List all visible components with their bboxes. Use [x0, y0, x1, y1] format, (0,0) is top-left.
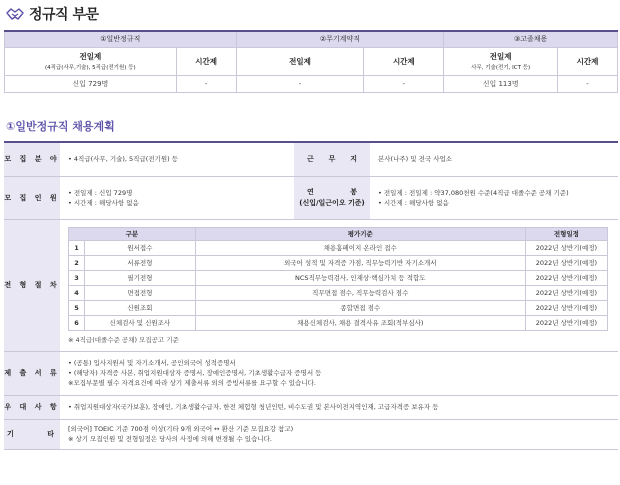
process-header: 구분 — [69, 227, 196, 240]
label-field: 모 집 분 야 — [4, 142, 60, 176]
sub-header: 시간제 — [364, 47, 444, 75]
label-process: 전 형 절 차 — [4, 219, 60, 351]
process-note: ※ 4직급(대졸수준 공채) 모집공고 기준 — [68, 335, 179, 344]
process-cell — [60, 219, 618, 351]
headcount-text: • 전일제 : 신입 729명 • 시간제 : 해당사항 없음 — [60, 176, 294, 219]
location-text: 본사(나주) 및 전국 사업소 — [370, 142, 618, 176]
section-title: ①일반정규직 채용계획 — [6, 120, 115, 133]
label-location: 근 무 지 — [294, 142, 370, 176]
page-header — [6, 4, 99, 24]
summary-value: - — [364, 75, 444, 92]
group-indefinite: ②무기계약직 — [236, 31, 444, 47]
handshake-icon — [6, 6, 24, 22]
label-etc: 기 타 — [4, 419, 60, 449]
sub-header: 시간제 — [558, 47, 618, 75]
table-row: 1 원서접수 채용홈페이지 온라인 접수 2022년 상반기(예정) — [69, 240, 608, 255]
table-row: 3 필기전형 NCS직무능력검사, 인재상·핵심가치 등 적합도 2022년 상반기(예정) — [69, 270, 608, 285]
process-table — [68, 227, 608, 331]
summary-value: 신입 729명 — [5, 75, 177, 92]
summary-value: 신입 113명 — [444, 75, 558, 92]
summary-table — [4, 30, 618, 93]
summary-value: - — [176, 75, 236, 92]
summary-value: - — [236, 75, 364, 92]
label-salary: 연 봉 (신입/일근이오 기준) — [294, 176, 370, 219]
table-row: 5 신원조회 종합면접 점수 2022년 상반기(예정) — [69, 300, 608, 315]
label-documents: 제 출 서 류 — [4, 351, 60, 395]
sub-header: 전일제 사무, 기술(전기, ICT 등) — [444, 47, 558, 75]
process-header: 전형일정 — [525, 227, 607, 240]
table-row: 6 신체검사 및 신원조사 채용신체검사, 채용 결격사유 조회(적부심사) 2022년 상반기(예정) — [69, 315, 608, 330]
process-header: 평가기준 — [195, 227, 525, 240]
sub-header: 전일제 (4직급(사무,기술), 5직급(전기원) 등) — [5, 47, 177, 75]
preference-text: • 취업지원대상자(국가보훈), 장애인, 기초생활수급자, 한전 체험형 청년인턴, 비수도권 및 본사이전지역인재, 고급자격증 보유자 등 — [60, 395, 618, 419]
group-highschool: ③고졸채용 — [444, 31, 618, 47]
label-preference: 우 대 사 항 — [4, 395, 60, 419]
salary-text: • 전일제 : 전일제 : 약37,080천원 수준(4직급 대졸수준 공채 기준) • 시간제 : 해당사항 없음 — [370, 176, 618, 219]
detail-table — [4, 141, 618, 450]
table-row: 2 서류전형 외국어 성적 및 자격증 가점, 직무능력기반 자기소개서 2022년 상반기(예정) — [69, 255, 608, 270]
etc-text: [외국어] TOEIC 기준 700점 이상(기타 9개 외국어 ↔ 환산 기준 모집요강 참고) ※ 상기 모집인원 및 전형일정은 당사의 사정에 의해 변경될 수 있습니다. — [60, 419, 618, 449]
group-general: ①일반정규직 — [5, 31, 237, 47]
field-text: • 4직급(사무, 기술), 5직급(전기원) 등 — [60, 142, 294, 176]
label-headcount: 모 집 인 원 — [4, 176, 60, 219]
sub-header: 전일제 — [236, 47, 364, 75]
sub-header: 시간제 — [176, 47, 236, 75]
table-row: 4 면접전형 직무면접 점수, 직무능력검사 점수 2022년 상반기(예정) — [69, 285, 608, 300]
summary-value: - — [558, 75, 618, 92]
documents-text: • (공통) 입사지원서 및 자기소개서, 공인외국어 성적증명서 • (해당자) 자격증 사본, 취업지원대상자 증명서, 장애인증명서, 기초생활수급자 증명서 등 ※모집부문별 필수 자격요건에 따라 상기 제출서류 외의 증빙서류를 요구할 수 있습니다. — [60, 351, 618, 395]
page-title: 정규직 부문 — [29, 7, 99, 23]
